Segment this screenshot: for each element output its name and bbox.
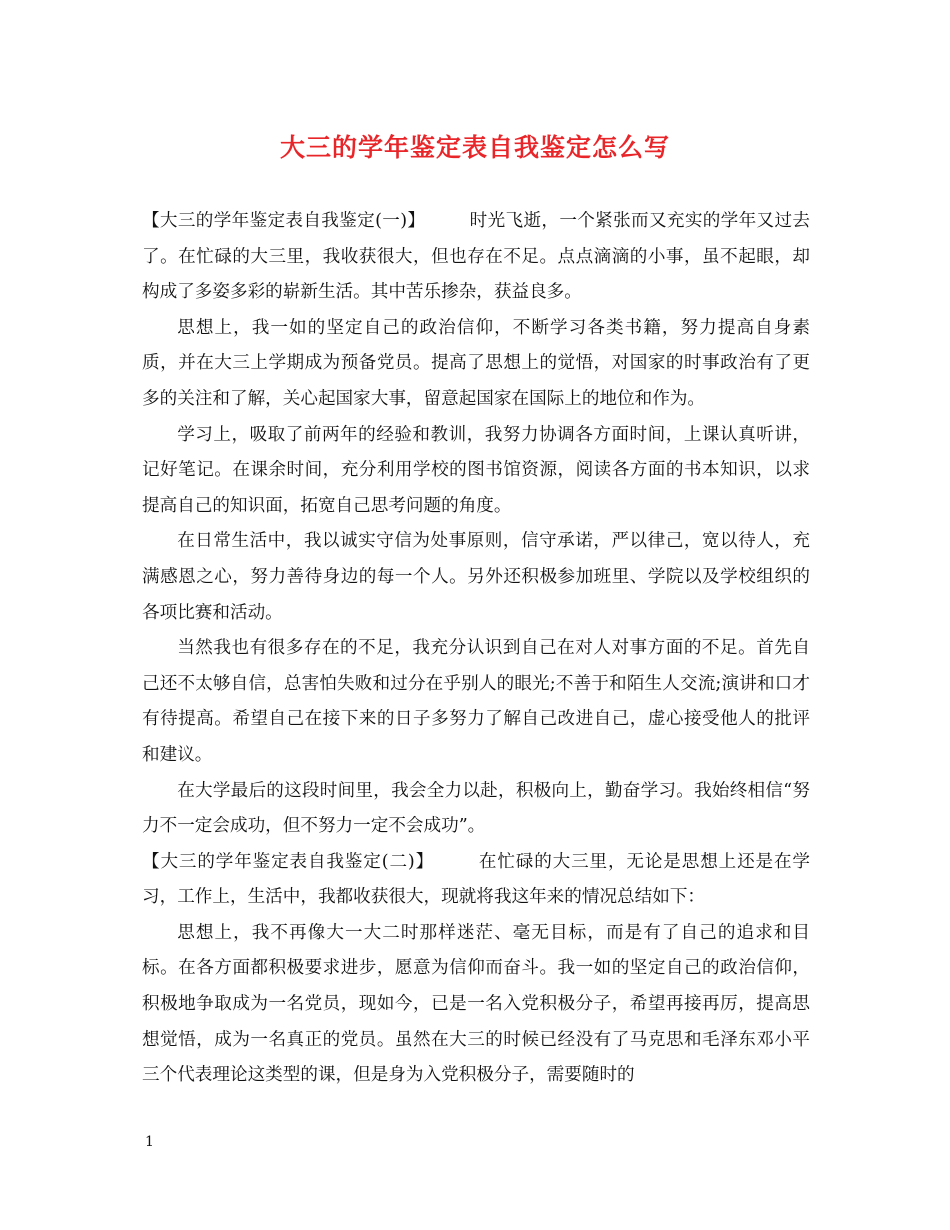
section-1-paragraph-1: 思想上，我一如的坚定自己的政治信仰，不断学习各类书籍，努力提高自身素质，并在大三上学期成为预备党员。提高了思想上的觉悟，对国家的时事政治有了更多的关注和了解，关心起国家大事，留意起国家在国际上的地位和作为。	[142, 317, 810, 409]
section-1-paragraph-5: 在大学最后的这段时间里，我会全力以赴，积极向上，勤奋学习。我始终相信“努力不一定会成功，但不努力一定不会成功”。	[142, 780, 810, 837]
section-1-heading: 【大三的学年鉴定表自我鉴定(一)】	[142, 211, 426, 231]
page-number: 1	[145, 1134, 154, 1150]
section-1-paragraph-3: 在日常生活中，我以诚实守信为处事原则，信守承诺，严以律己，宽以待人，充满感恩之心，努力善待身边的每一个人。另外还积极参加班里、学院以及学校组织的各项比赛和活动。	[142, 531, 810, 623]
section-2-paragraph-1: 思想上，我不再像大一大二时那样迷茫、毫无目标，而是有了自己的追求和目标。在各方面都积极要求进步，愿意为信仰而奋斗。我一如的坚定自己的政治信仰，积极地争取成为一名党员，现如今，已是一名入党积极分子，希望再接再厉，提高思想觉悟，成为一名真正的党员。虽然在大三的时候已经没有了马克思和毛泽东邓小平三个代表理论这类型的课，但是身为入党积极分子，需要随时的	[142, 922, 810, 1086]
section-1-paragraph-2: 学习上，吸取了前两年的经验和教训，我努力协调各方面时间，上课认真听讲，记好笔记。在课余时间，充分利用学校的图书馆资源，阅读各方面的书本知识，以求提高自己的知识面，拓宽自己思考问题的角度。	[142, 424, 810, 516]
section-1-lead-text: 时光飞逝，一个紧张而又充实的学年又过去了。在忙碌的大三里，我收获很大，但也存在不足。点点滴滴的小事，虽不起眼，却构成了多姿多彩的崭新生活。其中苦乐掺杂，获益良多。	[142, 211, 810, 303]
section-1-lead-paragraph	[142, 204, 810, 311]
page-title: 大三的学年鉴定表自我鉴定怎么写	[279, 133, 670, 162]
section-2-lead-text: 在忙碌的大三里，无论是思想上还是在学习，工作上，生活中，我都收获很大，现就将我这年来的情况总结如下：	[142, 851, 810, 908]
section-2-heading: 【大三的学年鉴定表自我鉴定(二)】	[142, 851, 435, 872]
document-body	[142, 204, 810, 1094]
section-2-lead-paragraph	[142, 845, 810, 916]
section-1-paragraph-4: 当然我也有很多存在的不足，我充分认识到自己在对人对事方面的不足。首先自己还不太够自信，总害怕失败和过分在乎别人的眼光;不善于和陌生人交流;演讲和口才有待提高。希望自己在接下来的日子多努力了解自己改进自己，虚心接受他人的批评和建议。	[142, 638, 810, 765]
